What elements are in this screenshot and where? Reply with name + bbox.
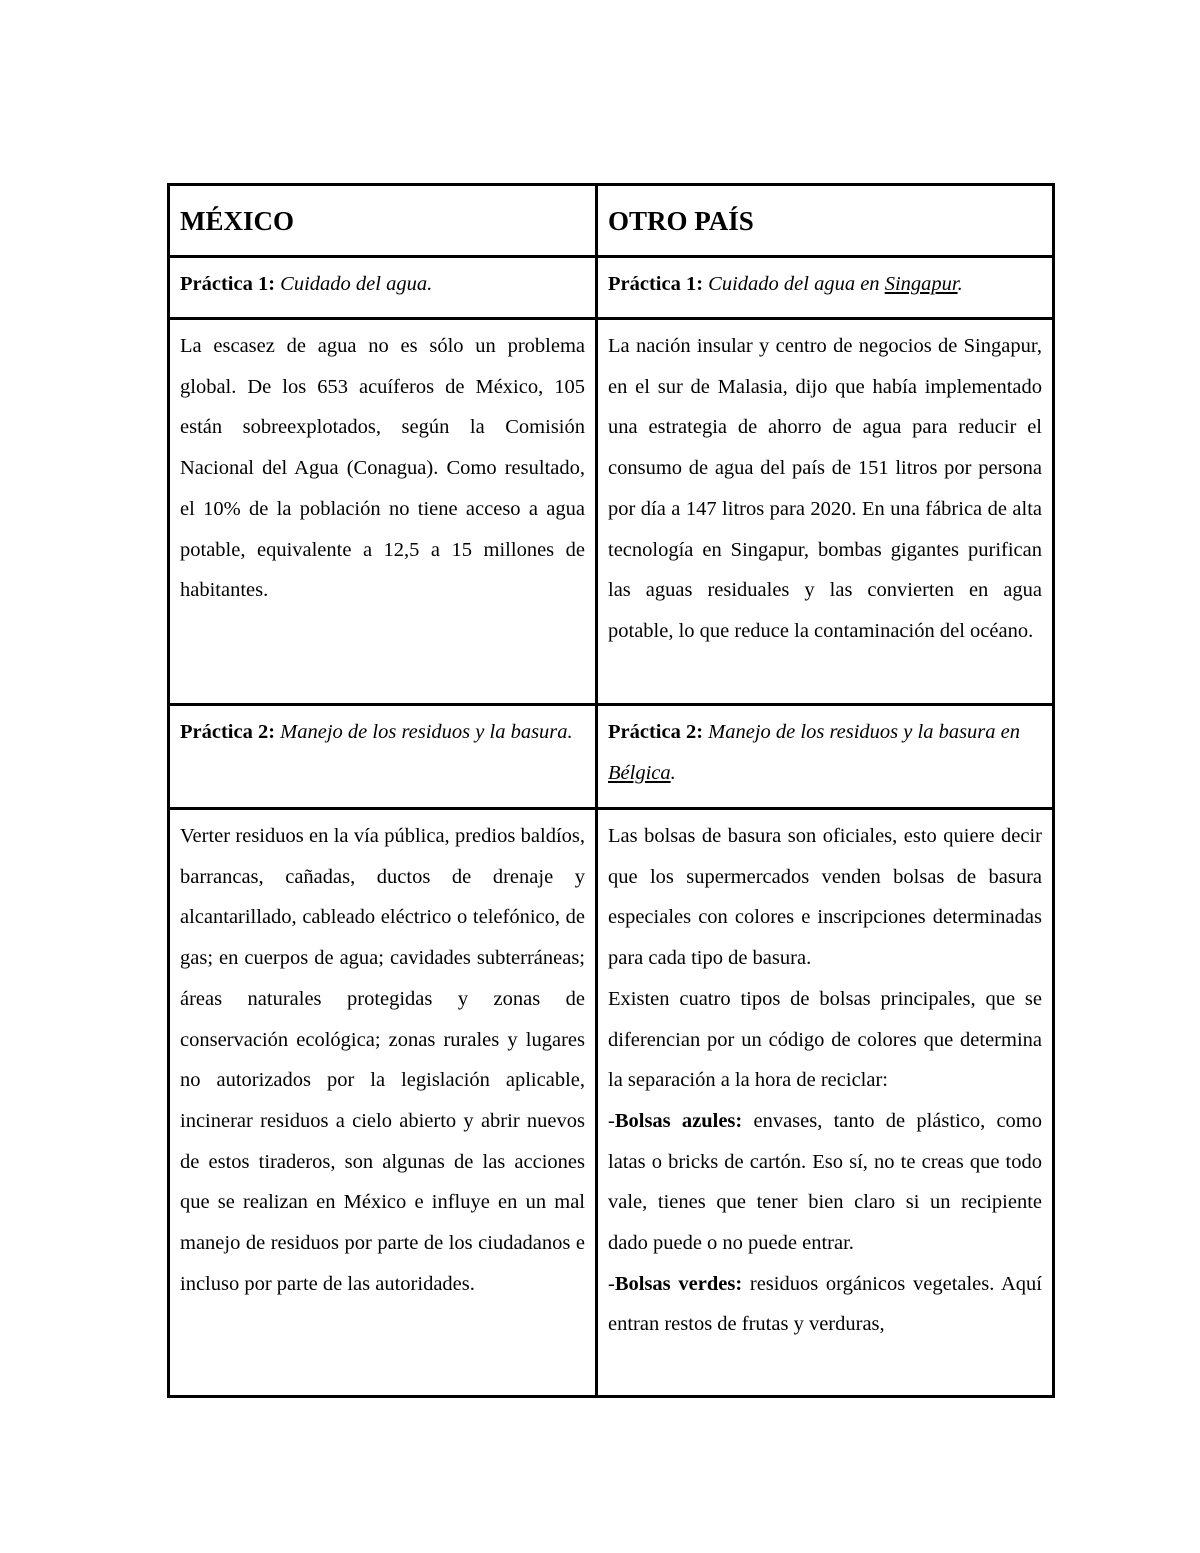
practice-label: Práctica 2: [180, 721, 276, 743]
practice1-otro-pais [597, 257, 1054, 319]
practice2-otro-pais [597, 705, 1054, 809]
practice-topic-end: . [957, 273, 963, 295]
practice-topic: Manejo de los residuos y la basura en [708, 721, 1021, 743]
body-text: La nación insular y centro de negocios de Singapur, en el sur de Malasia, dijo que había implementado una estrategia de ahorro de agua para reducir el consumo de agua del país de 151 litros por persona por día a 147 litros para 2020. En una fábrica de alta tecnología en Singapur, bombas gigantes purifican las aguas residuales y las convierten en agua potable, lo que reduce la contaminación del océano. [608, 335, 1042, 642]
table-row [169, 257, 1054, 319]
practice-topic: Cuidado del agua. [280, 273, 433, 295]
bolsas-verdes-text: residuos orgánicos vegetales. Aquí entran restos de frutas y verduras, [608, 1272, 1042, 1336]
header-mexico: MÉXICO [180, 206, 294, 236]
practice-label: Práctica 1: [608, 273, 704, 295]
body1-otro-pais [597, 319, 1054, 705]
practice-label: Práctica 1: [180, 273, 276, 295]
body-text: Verter residuos en la vía pública, predios baldíos, barrancas, cañadas, ductos de drenaje y alcantarillado, cableado eléctrico o telefónico, de gas; en cuerpos de agua; cavidades subterráneas; áreas naturales protegidas y zonas de conservación ecológica; zonas rurales y lugares no autorizados por la legislación aplicable, incinerar residuos a cielo abierto y abrir nuevos de estos tiraderos, son algunas de las acciones que se realizan en México e influye en un mal manejo de residuos por parte de los ciudadanos e incluso por parte de las autoridades. [180, 825, 585, 1295]
country-name: Singapur [884, 273, 958, 295]
bolsas-azules-item: -Bolsas azules: envases, tanto de plástico, como latas o bricks de cartón. Eso sí, no te creas que todo vale, tienes que tener bien claro si un recipiente dado puede o no puede entrar. [608, 1109, 1043, 1255]
header-mexico-cell [169, 185, 597, 257]
table-row [169, 185, 1054, 257]
body1-mexico [169, 319, 597, 705]
table-row [169, 319, 1054, 705]
body-text: La escasez de agua no es sólo un problema global. De los 653 acuíferos de México, 105 están sobreexplotados, según la Comisión Nacional del Agua (Conagua). Como resultado, el 10% de la población no tiene acceso a agua potable, equivalente a 12,5 a 15 millones de habitantes. [180, 335, 585, 602]
table-row [169, 705, 1054, 809]
bolsas-verdes-item: -Bolsas verdes: residuos orgánicos vegetales. Aquí entran restos de frutas y verduras, [608, 1272, 1042, 1336]
practice-topic-end: . [670, 761, 676, 784]
practice-topic: Cuidado del agua en [708, 273, 880, 295]
practice-topic: Manejo de los residuos y la basura. [280, 721, 573, 743]
body2-otro-pais [597, 809, 1054, 1397]
body-paragraph-2: Existen cuatro tipos de bolsas principales, que se diferencian por un código de colores que determina la separación a la hora de reciclar: [608, 987, 1042, 1092]
practice-label: Práctica 2: [608, 721, 704, 743]
body-paragraph-1: Las bolsas de basura son oficiales, esto quiere decir que los supermercados venden bolsas de basura especiales con colores e inscripciones determinadas para cada tipo de basura. [608, 825, 1042, 970]
practice2-mexico [169, 705, 597, 809]
bolsas-azules-label: Bolsas azules: [614, 1109, 743, 1132]
practice1-mexico [169, 257, 597, 319]
country-name: Bélgica [608, 761, 671, 784]
table-row [169, 809, 1054, 1397]
body2-mexico [169, 809, 597, 1397]
comparison-table [167, 183, 1055, 1398]
header-otro-pais: OTRO PAÍS [608, 206, 754, 236]
header-otro-pais-cell [597, 185, 1054, 257]
bolsas-azules-text: envases, tanto de plástico, como latas o bricks de cartón. Eso sí, no te creas que todo vale, tienes que tener bien claro si un recipiente dado puede o no puede entrar. [608, 1109, 1043, 1255]
bolsas-verdes-label: Bolsas verdes: [614, 1272, 743, 1295]
